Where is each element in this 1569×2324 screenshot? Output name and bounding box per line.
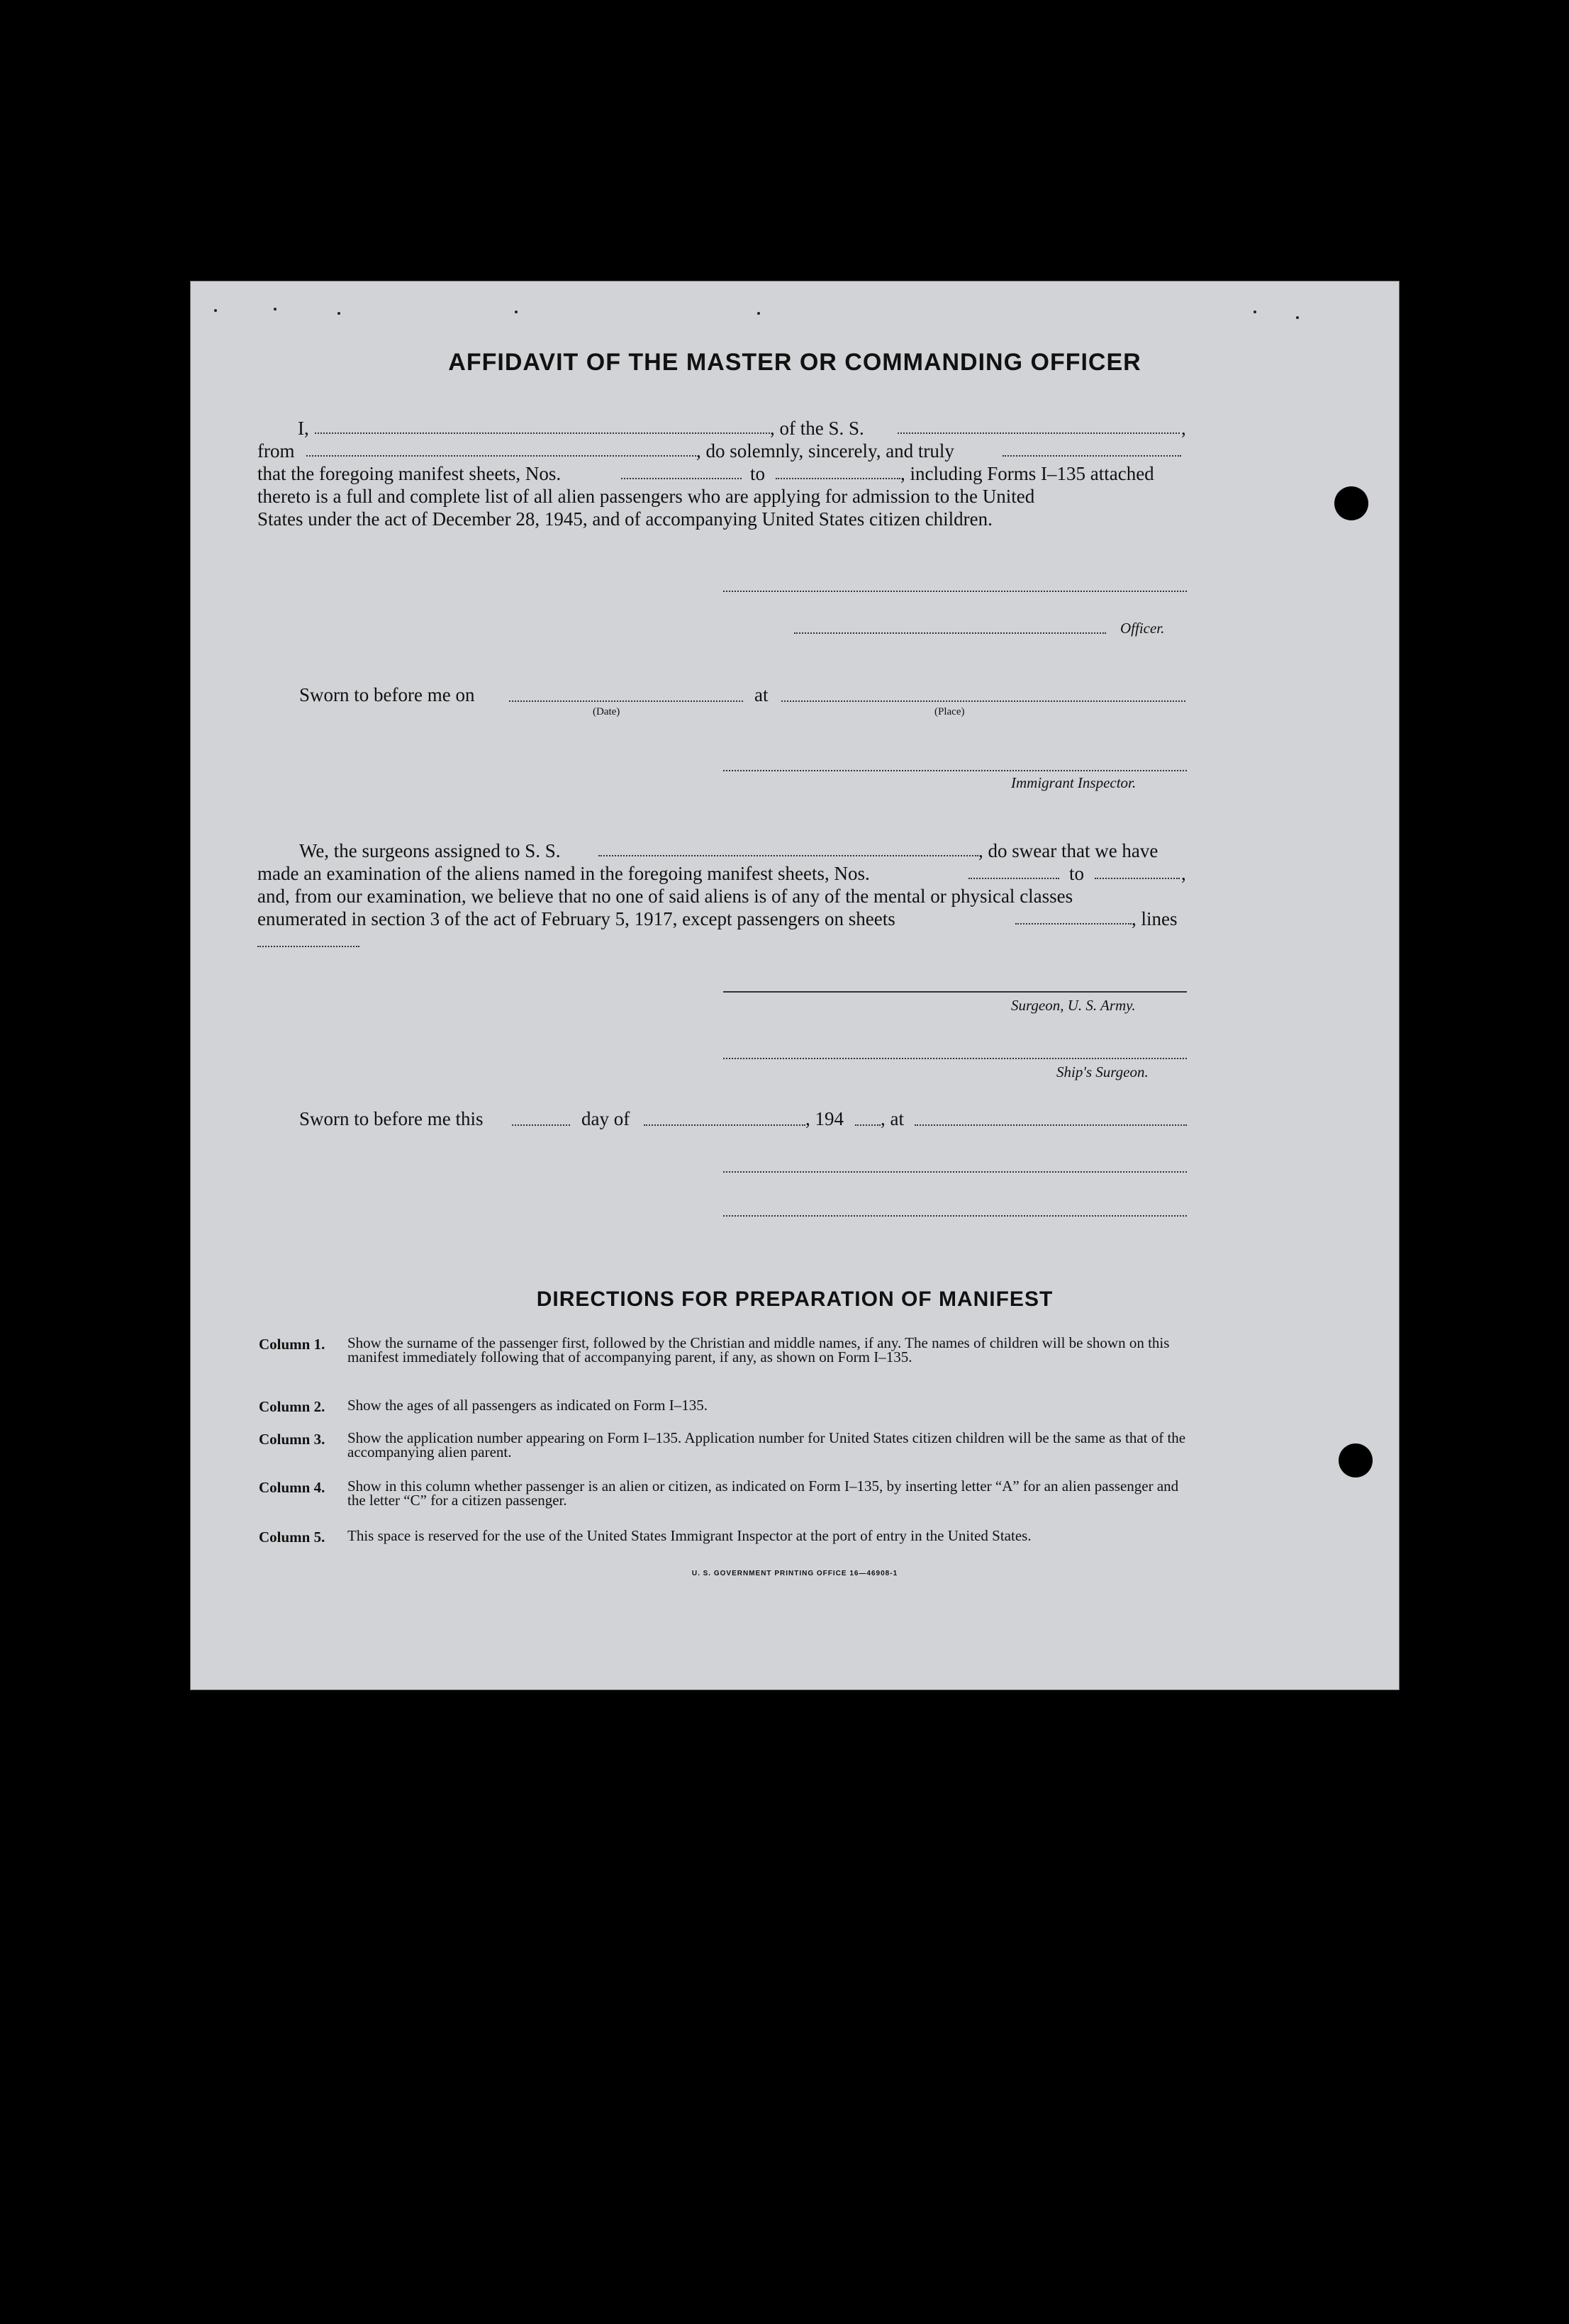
surgeons-line2a: made an examination of the aliens named in the foregoing manifest sheets, Nos. (257, 863, 870, 884)
officer-signature-line[interactable] (723, 591, 1187, 592)
officer-title-line[interactable] (794, 632, 1106, 634)
printing-office-footer: U. S. GOVERNMENT PRINTING OFFICE 16—46908-1 (691, 1570, 898, 1577)
speck (337, 312, 340, 315)
surgeons-sheets-to-field[interactable] (1095, 878, 1180, 879)
inspector-signature-line[interactable] (723, 770, 1187, 771)
date-caption: (Date) (593, 706, 620, 717)
surgeons-sheets-from-field[interactable] (968, 878, 1059, 879)
surgeons-line3: and, from our examination, we believe that no one of said aliens is of any of the mental or physical classes (257, 886, 1073, 907)
speck (515, 311, 518, 313)
surgeons-comma: , (1181, 863, 1186, 884)
form-page (190, 281, 1400, 1690)
sworn-place-field[interactable] (781, 700, 1185, 702)
surgeons-line4b: , lines (1132, 908, 1178, 929)
ship-name-field[interactable] (898, 432, 1180, 434)
sheets-to-field[interactable] (776, 478, 900, 479)
sheets-from-field[interactable] (621, 478, 742, 479)
column-4-label: Column 4. (259, 1479, 325, 1496)
p1-i: I, (298, 418, 309, 439)
inspector-caption: Immigrant Inspector. (1011, 774, 1137, 791)
sworn-at-label: at (754, 684, 769, 705)
surgeons-line1a: We, the surgeons assigned to S. S. (299, 840, 561, 861)
column-2-label: Column 2. (259, 1398, 325, 1415)
surgeons-line1b: , do swear that we have (978, 840, 1158, 861)
speck (214, 309, 217, 312)
from-field[interactable] (306, 455, 696, 457)
army-surgeon-signature-line[interactable] (723, 991, 1187, 993)
affidavit-title: AFFIDAVIT OF THE MASTER OR COMMANDING OFFICER (448, 349, 1141, 376)
sworn-place-field-2[interactable] (915, 1124, 1187, 1126)
place-caption: (Place) (934, 706, 965, 717)
column-3-text: Show the application number appearing on Form I–135. Application number for United States citizen children will be the same as that of the accompanying alien parent. (347, 1429, 1186, 1460)
army-surgeon-caption: Surgeon, U. S. Army. (1011, 997, 1136, 1014)
sworn-before-label: Sworn to before me on (299, 684, 475, 705)
p1-to: to (750, 463, 766, 484)
surgeons-to: to (1069, 863, 1085, 884)
column-3-label: Column 3. (259, 1431, 325, 1448)
ship-surgeon-caption: Ship's Surgeon. (1056, 1063, 1149, 1080)
column-5-text: This space is reserved for the use of the United States Immigrant Inspector at the port of entry in the United States. (347, 1527, 1032, 1544)
sworn-at-label-2: , at (881, 1108, 904, 1129)
column-5-label: Column 5. (259, 1529, 325, 1546)
except-sheets-field[interactable] (1015, 923, 1132, 924)
sworn-year-field[interactable] (855, 1124, 881, 1126)
sworn-month-field[interactable] (644, 1124, 805, 1126)
surgeons-ship-field[interactable] (598, 855, 978, 856)
p1-from: from (257, 440, 295, 462)
punch-hole (1334, 486, 1368, 520)
solemnly-field[interactable] (1003, 455, 1181, 457)
signature-line-b[interactable] (723, 1215, 1187, 1217)
column-1-label: Column 1. (259, 1336, 325, 1353)
p1-line3b: , including Forms I–135 attached (900, 463, 1154, 484)
p1-of-ss: , of the S. S. (770, 418, 864, 439)
p1-solemnly: , do solemnly, sincerely, and truly (696, 440, 954, 462)
speck (757, 312, 760, 315)
day-of-label: day of (581, 1108, 630, 1129)
p1-comma: , (1181, 418, 1186, 439)
column-4-text: Show in this column whether passenger is an alien or citizen, as indicated on Form I–135, by inserting letter “A” for an alien passenger and the letter “C” for a citizen passenger. (347, 1477, 1179, 1509)
column-1-text: Show the surname of the passenger first, followed by the Christian and middle names, if any. The names of children will be shown on this manifest immediately following that of accompanying parent, if any, as shown on Form I–135. (347, 1334, 1170, 1365)
signature-line-a[interactable] (723, 1171, 1187, 1173)
sworn-day-field[interactable] (512, 1124, 570, 1126)
speck (1296, 316, 1299, 319)
sworn-this-label: Sworn to before me this (299, 1108, 484, 1129)
lines-field[interactable] (257, 946, 359, 947)
column-2-text: Show the ages of all passengers as indicated on Form I–135. (347, 1397, 708, 1414)
directions-title: DIRECTIONS FOR PREPARATION OF MANIFEST (536, 1287, 1054, 1311)
punch-hole (1339, 1443, 1373, 1477)
p1-line3a: that the foregoing manifest sheets, Nos. (257, 463, 562, 484)
p1-line5: States under the act of December 28, 1945, and of accompanying United States citizen children. (257, 508, 993, 530)
ship-surgeon-signature-line[interactable] (723, 1058, 1187, 1059)
speck (1253, 311, 1256, 313)
sworn-date-field[interactable] (509, 700, 743, 702)
name-field[interactable] (315, 432, 770, 434)
year-label: , 194 (805, 1108, 844, 1129)
officer-caption: Officer. (1120, 620, 1165, 637)
speck (274, 308, 277, 311)
p1-line4: thereto is a full and complete list of all alien passengers who are applying for admission to the United (257, 486, 1035, 507)
surgeons-line4a: enumerated in section 3 of the act of February 5, 1917, except passengers on sheets (257, 908, 895, 929)
